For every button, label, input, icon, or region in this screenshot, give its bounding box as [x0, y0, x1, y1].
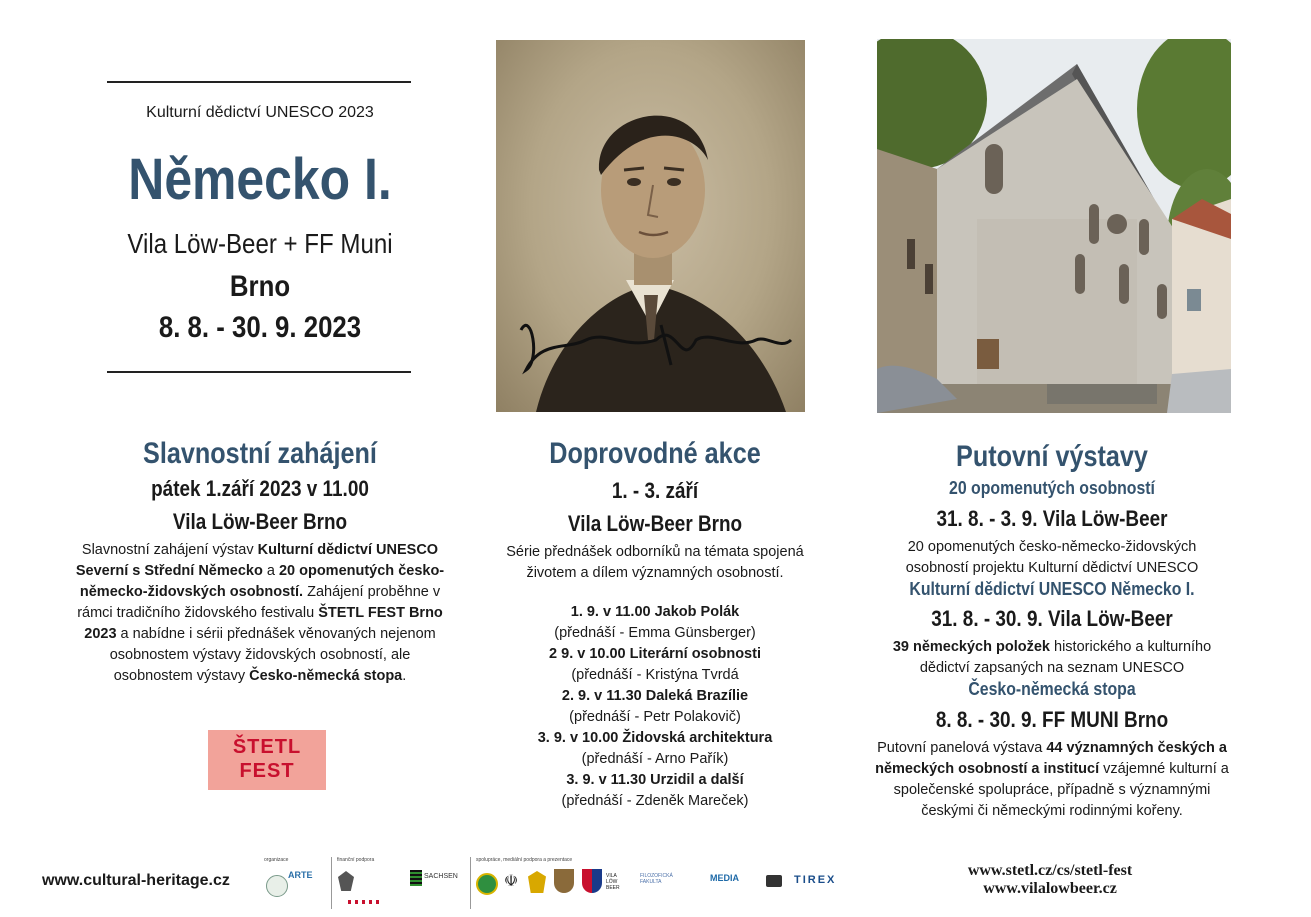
- col1-date: pátek 1.září 2023 v 11.00: [151, 476, 369, 501]
- col3-ex2-name-wrap: [852, 579, 1252, 600]
- logo-organizer-circle-icon: [266, 875, 288, 897]
- col3-ex1-name-wrap: [852, 478, 1252, 499]
- col2-dates: 1. - 3. září: [611, 478, 699, 503]
- header-venue-wrap: [60, 228, 460, 260]
- col1-description: [75, 540, 445, 687]
- col3-ex3-date-wrap: [852, 707, 1252, 733]
- col3-ex3-name-wrap: [852, 679, 1252, 700]
- event-title: 2 9. v 10.00 Literární osobnosti: [549, 646, 761, 662]
- col1-b3: ŠTETL FEST Brno 2023: [84, 605, 443, 642]
- stetl-fest-logo: [208, 730, 326, 790]
- col1-title: Slavnostní zahájení: [143, 437, 377, 470]
- logo-divider-1: [331, 857, 332, 909]
- col1-b2: 20 opomenutých česko-německo-židovských osobností.: [79, 563, 445, 600]
- stetl-logo-line1: ŠTETL: [232, 736, 302, 758]
- logo-tirex-text: TIREX: [794, 874, 837, 886]
- col3-title-wrap: [852, 440, 1252, 474]
- col2-events: [480, 602, 830, 812]
- event-speaker: (přednáší - Kristýna Tvrdá: [571, 667, 739, 683]
- page-title-text: Německo I.: [128, 147, 392, 212]
- col3-ex3-date: 8. 8. - 30. 9. FF MUNI Brno: [935, 707, 1169, 732]
- footer-link-cultural-heritage[interactable]: www.cultural-heritage.cz: [42, 872, 230, 889]
- col2-dates-wrap: [455, 478, 855, 504]
- col3-ex2-date: 31. 8. - 30. 9. Vila Löw-Beer: [931, 606, 1173, 631]
- footer-link-stetl[interactable]: www.stetl.cz/cs/stetl-fest: [967, 862, 1133, 879]
- coat-of-arms-icon: [554, 869, 574, 893]
- logo-group-organizer-label: organizace: [264, 857, 289, 863]
- col3-ex1-desc: 20 opomenutých česko-německo-židovských osobností projektu Kulturní dědictví UNESCO: [905, 539, 1199, 576]
- col3-ex1-name: 20 opomenutých osobností: [949, 478, 1155, 498]
- page-title: [60, 146, 460, 213]
- col3-ex2-desc: [880, 637, 1224, 679]
- col2-title: Doprovodné akce: [549, 437, 761, 470]
- col1-p2: a: [262, 563, 279, 579]
- col1-p5: .: [402, 668, 407, 684]
- col1-b4: Česko-německá stopa: [249, 668, 403, 684]
- header-dates-wrap: [60, 311, 460, 345]
- col1-p3: Zahájení proběhne v rámci tradičního židovského festivalu: [77, 584, 441, 621]
- col3-title: Putovní výstavy: [956, 440, 1148, 473]
- brazil-emblem-icon: [476, 873, 498, 895]
- portrait-photo: [496, 40, 805, 412]
- col3-ex3-name: Česko-německá stopa: [968, 679, 1136, 699]
- synagogue-photo: [877, 39, 1231, 413]
- logo-media: [710, 873, 739, 883]
- logo-vila-text: VILA LÖW BEER: [606, 873, 620, 891]
- header-city: Brno: [229, 270, 291, 303]
- header-venue: Vila Löw-Beer + FF Muni: [127, 228, 393, 259]
- event-speaker: (přednáší - Zdeněk Mareček): [561, 793, 749, 809]
- ministry-eagle-icon: [338, 871, 354, 891]
- col3-ex2-date-wrap: [852, 606, 1252, 632]
- col3-ex2-name: Kulturní dědictví UNESCO Německo I.: [909, 579, 1195, 599]
- logo-red-dots: [348, 900, 382, 904]
- logo-group-partners-label: spolupráce, mediální podpora a prezentace: [476, 857, 573, 863]
- footer-right-links: [900, 862, 1200, 898]
- logo-artedi: [288, 870, 318, 900]
- col1-p4: a nabídne i sérii přednášek věnovaných nejenom osobnostem výstavy židovských osobností, ale osobnostem výstavy: [109, 626, 436, 684]
- header-city-wrap: [60, 270, 460, 304]
- col3-ex3-b1: 44 významných českých a německých osobností a institucí: [875, 740, 1227, 777]
- col1-venue: Vila Löw-Beer Brno: [172, 509, 348, 534]
- event-speaker: (přednáší - Emma Günsberger): [554, 625, 756, 641]
- event-title: 3. 9. v 11.30 Urzidil a další: [566, 772, 744, 788]
- event-speaker: (přednáší - Arno Pařík): [581, 751, 729, 767]
- german-eagle-icon: [528, 871, 546, 893]
- portrait-figure: [496, 40, 805, 412]
- event-title: 2. 9. v 11.30 Daleká Brazílie: [561, 688, 749, 704]
- logo-media-text: MEDIA: [710, 873, 739, 883]
- sachsen-crest-icon: [410, 870, 422, 886]
- col2-intro: Série přednášek odborníků na témata spojená životem a dílem významných osobností.: [506, 544, 804, 581]
- col1-title-wrap: [60, 437, 460, 471]
- col1-venue-wrap: [60, 509, 460, 535]
- col2-title-wrap: [455, 437, 855, 471]
- col1-date-wrap: [60, 476, 460, 502]
- iran-emblem-icon: ☫: [503, 873, 519, 890]
- header-subtitle: Kulturní dědictví UNESCO 2023: [146, 104, 374, 121]
- logo-sachsen: [424, 873, 458, 880]
- logo-vila: [606, 873, 628, 891]
- building-illustration: [877, 39, 1231, 413]
- logo-divider-2: [470, 857, 471, 909]
- event-title: 3. 9. v 10.00 Židovská architektura: [537, 730, 773, 746]
- stetl-logo-line2: FEST: [239, 760, 295, 782]
- col3-ex2-desc-bold: 39 německých položek: [892, 639, 1050, 655]
- col3-ex3-desc: [872, 738, 1232, 822]
- logo-small-icon: [766, 875, 782, 887]
- col3-ex1-date-wrap: [852, 506, 1252, 532]
- col2-venue: Vila Löw-Beer Brno: [567, 511, 743, 536]
- col3-ex2-desc-text: historického a kulturního dědictví zapsaných na seznam UNESCO: [919, 639, 1212, 676]
- logo-filozof: [640, 873, 682, 885]
- czech-crest-icon: [582, 869, 602, 893]
- col3-ex1-date: 31. 8. - 3. 9. Vila Löw-Beer: [936, 506, 1168, 531]
- header-rule-top: [107, 81, 411, 83]
- logo-artedi-text: ARTE: [288, 870, 313, 880]
- event-speaker: (přednáší - Petr Polakovič): [569, 709, 741, 725]
- footer-logos: [258, 855, 858, 910]
- logo-group-finance-label: finanční podpora: [337, 857, 375, 863]
- col3-ex3-p1: Putovní panelová výstava: [877, 740, 1047, 756]
- logo-tirex: [794, 874, 836, 886]
- logo-sachsen-text: SACHSEN: [424, 873, 458, 880]
- col1-p1: Slavnostní zahájení výstav: [81, 542, 258, 558]
- header-dates: 8. 8. - 30. 9. 2023: [158, 311, 362, 344]
- logo-filozof-text: FILOZOFICKÁ FAKULTA: [640, 873, 673, 885]
- col3-ex3-p2: vzájemné kulturní a společenské spolupráce, případně s významnými českými či německými rodinnými kořeny.: [893, 761, 1229, 819]
- footer-link-vila[interactable]: www.vilalowbeer.cz: [983, 880, 1117, 897]
- event-title: 1. 9. v 11.00 Jakob Polák: [570, 604, 740, 620]
- col2-venue-wrap: [455, 511, 855, 537]
- header-rule-bottom: [107, 371, 411, 373]
- col1-b1: Kulturní dědictví UNESCO Severní s Střední Německo: [75, 542, 439, 579]
